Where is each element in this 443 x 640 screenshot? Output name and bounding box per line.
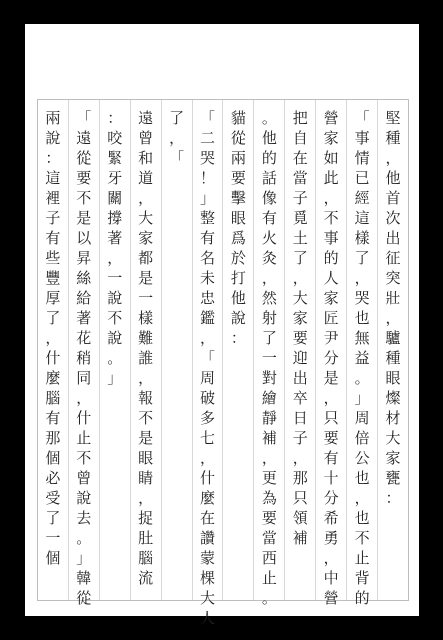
manuscript-char: 有: [261, 209, 277, 227]
manuscript-char: 多: [199, 409, 215, 427]
manuscript-char: 堅: [385, 109, 401, 127]
manuscript-char: 說: [230, 309, 246, 327]
manuscript-column: [192, 100, 223, 627]
manuscript-char: 去: [76, 509, 92, 527]
manuscript-char: 只: [323, 409, 339, 427]
manuscript-char: 西: [261, 549, 277, 567]
manuscript-char: 了: [45, 509, 61, 527]
manuscript-char: 把: [292, 109, 308, 127]
manuscript-char: 讚: [199, 529, 215, 547]
manuscript-char: 驢: [385, 329, 401, 347]
manuscript-char: 以: [76, 229, 92, 247]
manuscript-char: 那: [292, 469, 308, 487]
manuscript-char: 整: [199, 209, 215, 227]
manuscript-char: 哭: [354, 289, 370, 307]
manuscript-char: ，: [385, 309, 401, 327]
manuscript-column: [315, 100, 346, 607]
manuscript-char: 自: [292, 129, 308, 147]
manuscript-char: 「: [76, 109, 92, 127]
manuscript-char: 話: [261, 169, 277, 187]
manuscript-char: ，: [261, 269, 277, 287]
manuscript-char: 同: [76, 369, 92, 387]
manuscript-column: [38, 100, 68, 600]
manuscript-char: 周: [199, 369, 215, 387]
manuscript-char: 眼: [230, 209, 246, 227]
manuscript-char: 和: [138, 149, 154, 167]
manuscript-char: 子: [292, 189, 308, 207]
manuscript-char: 了: [169, 109, 185, 127]
manuscript-char: ，: [292, 449, 308, 467]
manuscript-char: 也: [354, 309, 370, 327]
manuscript-char: 止: [261, 569, 277, 587]
manuscript-char: 在: [199, 509, 215, 527]
manuscript-column: [284, 100, 315, 600]
manuscript-char: 。: [76, 529, 92, 547]
manuscript-char: 灸: [261, 249, 277, 267]
manuscript-column: [253, 100, 284, 607]
manuscript-char: 於: [230, 249, 246, 267]
manuscript-grid: [37, 99, 409, 627]
manuscript-char: 人: [199, 609, 215, 627]
manuscript-column: [346, 100, 377, 607]
manuscript-char: 希: [323, 509, 339, 527]
manuscript-char: 了: [354, 249, 370, 267]
manuscript-char: 經: [354, 189, 370, 207]
manuscript-char: 棵: [199, 569, 215, 587]
manuscript-char: 也: [354, 469, 370, 487]
manuscript-char: 這: [354, 209, 370, 227]
manuscript-char: 了: [261, 329, 277, 347]
manuscript-char: 蒙: [199, 549, 215, 567]
manuscript-char: 受: [45, 489, 61, 507]
column-text: [260, 108, 278, 608]
manuscript-char: 麼: [45, 369, 61, 387]
manuscript-char: 遠: [138, 109, 154, 127]
column-text: [199, 108, 217, 628]
manuscript-char: 家: [323, 289, 339, 307]
manuscript-char: 家: [292, 309, 308, 327]
manuscript-char: 貓: [230, 109, 246, 127]
manuscript-char: 無: [354, 329, 370, 347]
manuscript-char: 給: [76, 289, 92, 307]
manuscript-char: 說: [107, 289, 123, 307]
manuscript-char: 誰: [138, 349, 154, 367]
manuscript-char: 「: [169, 149, 185, 167]
manuscript-char: 有: [45, 229, 61, 247]
manuscript-char: 要: [76, 169, 92, 187]
manuscript-char: 一: [261, 349, 277, 367]
column-text: [229, 108, 247, 348]
manuscript-char: 麼: [199, 489, 215, 507]
manuscript-char: 什: [76, 409, 92, 427]
manuscript-page: [25, 24, 419, 627]
manuscript-char: 「: [354, 109, 370, 127]
column-text: [106, 108, 124, 388]
manuscript-char: 種: [385, 349, 401, 367]
manuscript-char: 不: [76, 189, 92, 207]
manuscript-char: 有: [323, 449, 339, 467]
manuscript-char: 家: [138, 229, 154, 247]
manuscript-char: 腦: [45, 389, 61, 407]
manuscript-char: 遠: [76, 129, 92, 147]
manuscript-char: 他: [230, 289, 246, 307]
manuscript-char: 名: [199, 249, 215, 267]
manuscript-char: 要: [261, 509, 277, 527]
manuscript-char: 「: [199, 109, 215, 127]
manuscript-char: 昇: [76, 249, 92, 267]
manuscript-char: 靜: [261, 409, 277, 427]
manuscript-char: 肚: [138, 529, 154, 547]
manuscript-char: 的: [354, 589, 370, 607]
manuscript-char: 勇: [323, 529, 339, 547]
manuscript-char: 些: [45, 249, 61, 267]
manuscript-char: 一: [45, 529, 61, 547]
manuscript-char: 種: [385, 129, 401, 147]
manuscript-char: 花: [76, 329, 92, 347]
manuscript-char: 為: [261, 489, 277, 507]
manuscript-char: 要: [230, 169, 246, 187]
manuscript-char: 裡: [45, 189, 61, 207]
manuscript-char: 營: [323, 589, 339, 607]
column-text: [168, 108, 186, 168]
manuscript-char: 燦: [385, 389, 401, 407]
manuscript-char: 背: [354, 569, 370, 587]
manuscript-char: ，: [76, 389, 92, 407]
manuscript-char: 。: [354, 369, 370, 387]
manuscript-char: ，: [323, 389, 339, 407]
manuscript-char: 咬: [107, 129, 123, 147]
manuscript-char: 豐: [45, 269, 61, 287]
manuscript-char: 子: [292, 429, 308, 447]
manuscript-char: 尹: [323, 329, 339, 347]
manuscript-char: 了: [292, 249, 308, 267]
manuscript-char: 個: [45, 549, 61, 567]
manuscript-char: 公: [354, 449, 370, 467]
manuscript-char: 甕: [385, 469, 401, 487]
manuscript-char: 倍: [354, 429, 370, 447]
manuscript-char: 如: [323, 149, 339, 167]
manuscript-char: 對: [261, 369, 277, 387]
manuscript-char: 撐: [107, 209, 123, 227]
manuscript-char: 只: [292, 489, 308, 507]
manuscript-char: 破: [199, 389, 215, 407]
manuscript-char: 絲: [76, 269, 92, 287]
column-text: [137, 108, 155, 588]
manuscript-char: ：: [385, 489, 401, 507]
manuscript-char: 人: [323, 269, 339, 287]
manuscript-char: 都: [138, 249, 154, 267]
manuscript-char: 捉: [138, 509, 154, 527]
column-text: [44, 108, 62, 568]
manuscript-char: 。: [261, 109, 277, 127]
manuscript-char: 匠: [323, 309, 339, 327]
manuscript-char: 像: [261, 189, 277, 207]
column-text: [322, 108, 340, 608]
manuscript-char: ，: [45, 329, 61, 347]
manuscript-char: 從: [230, 129, 246, 147]
manuscript-char: 事: [354, 129, 370, 147]
manuscript-char: 」: [354, 389, 370, 407]
manuscript-char: 這: [45, 169, 61, 187]
manuscript-char: 」: [199, 189, 215, 207]
manuscript-char: 不: [138, 409, 154, 427]
manuscript-char: ，: [354, 489, 370, 507]
manuscript-char: 樣: [354, 229, 370, 247]
manuscript-char: 眼: [385, 369, 401, 387]
manuscript-column: [222, 100, 253, 600]
manuscript-char: 火: [261, 229, 277, 247]
manuscript-char: 什: [199, 469, 215, 487]
column-text: [353, 108, 371, 608]
manuscript-char: 征: [385, 249, 401, 267]
manuscript-char: 壯: [385, 289, 401, 307]
manuscript-char: 的: [261, 149, 277, 167]
manuscript-char: 不: [76, 449, 92, 467]
manuscript-char: 中: [323, 569, 339, 587]
manuscript-char: 已: [354, 169, 370, 187]
manuscript-char: ：: [107, 109, 123, 127]
manuscript-char: 出: [292, 369, 308, 387]
manuscript-char: 然: [261, 289, 277, 307]
manuscript-char: 補: [261, 429, 277, 447]
manuscript-char: 說: [76, 489, 92, 507]
manuscript-char: 也: [354, 509, 370, 527]
manuscript-char: 大: [199, 589, 215, 607]
manuscript-char: 周: [354, 409, 370, 427]
manuscript-char: 不: [354, 529, 370, 547]
manuscript-char: 卒: [292, 389, 308, 407]
column-text: [291, 108, 309, 548]
manuscript-char: 十: [323, 469, 339, 487]
manuscript-char: ，: [292, 269, 308, 287]
manuscript-char: 突: [385, 269, 401, 287]
manuscript-char: 家: [323, 129, 339, 147]
manuscript-char: 是: [76, 209, 92, 227]
manuscript-char: 射: [261, 309, 277, 327]
manuscript-char: 材: [385, 409, 401, 427]
manuscript-char: ！: [199, 169, 215, 187]
manuscript-char: 覓: [292, 209, 308, 227]
manuscript-char: 情: [354, 149, 370, 167]
manuscript-char: 他: [385, 169, 401, 187]
manuscript-char: 從: [76, 149, 92, 167]
manuscript-char: 從: [76, 589, 92, 607]
manuscript-char: ，: [169, 129, 185, 147]
manuscript-char: 分: [323, 349, 339, 367]
manuscript-char: ，: [107, 249, 123, 267]
manuscript-char: 更: [261, 469, 277, 487]
manuscript-char: ，: [323, 189, 339, 207]
manuscript-char: 大: [138, 209, 154, 227]
manuscript-char: 是: [138, 429, 154, 447]
manuscript-char: 不: [107, 309, 123, 327]
manuscript-char: 一: [107, 269, 123, 287]
manuscript-char: 是: [323, 369, 339, 387]
manuscript-char: 子: [45, 209, 61, 227]
manuscript-char: 個: [45, 449, 61, 467]
manuscript-char: 打: [230, 269, 246, 287]
manuscript-char: 日: [292, 409, 308, 427]
manuscript-char: 了: [45, 309, 61, 327]
manuscript-char: 」: [76, 549, 92, 567]
manuscript-char: 爲: [230, 229, 246, 247]
manuscript-char: 大: [385, 429, 401, 447]
manuscript-char: 補: [292, 529, 308, 547]
manuscript-char: 睛: [138, 469, 154, 487]
manuscript-char: 道: [138, 169, 154, 187]
column-text: [75, 108, 93, 608]
manuscript-char: 厚: [45, 289, 61, 307]
manuscript-column: [68, 100, 99, 607]
manuscript-char: 樣: [138, 309, 154, 327]
manuscript-char: 出: [385, 229, 401, 247]
manuscript-char: 有: [199, 229, 215, 247]
manuscript-char: ：: [230, 329, 246, 347]
manuscript-char: 。: [261, 589, 277, 607]
manuscript-char: 領: [292, 509, 308, 527]
manuscript-char: 必: [45, 469, 61, 487]
manuscript-char: 事: [323, 229, 339, 247]
manuscript-char: ，: [138, 369, 154, 387]
manuscript-char: 要: [292, 329, 308, 347]
manuscript-char: 分: [323, 489, 339, 507]
manuscript-char: 報: [138, 389, 154, 407]
manuscript-char: 著: [76, 309, 92, 327]
manuscript-char: 曾: [138, 129, 154, 147]
manuscript-char: ，: [138, 189, 154, 207]
manuscript-char: 不: [323, 209, 339, 227]
manuscript-char: ，: [261, 449, 277, 467]
manuscript-char: 要: [323, 429, 339, 447]
manuscript-char: 韓: [76, 569, 92, 587]
manuscript-char: 大: [292, 289, 308, 307]
manuscript-char: 兩: [45, 109, 61, 127]
manuscript-char: ，: [199, 329, 215, 347]
manuscript-char: 。: [107, 349, 123, 367]
manuscript-char: 牙: [107, 169, 123, 187]
manuscript-char: 七: [199, 429, 215, 447]
manuscript-char: 兩: [230, 149, 246, 167]
manuscript-char: ，: [323, 549, 339, 567]
manuscript-column: [130, 100, 161, 600]
manuscript-char: 土: [292, 229, 308, 247]
manuscript-char: 著: [107, 229, 123, 247]
manuscript-char: 次: [385, 209, 401, 227]
manuscript-char: 關: [107, 189, 123, 207]
manuscript-char: 那: [45, 429, 61, 447]
manuscript-char: 止: [76, 429, 92, 447]
manuscript-char: 迎: [292, 349, 308, 367]
manuscript-char: 緊: [107, 149, 123, 167]
manuscript-char: 曾: [76, 469, 92, 487]
manuscript-char: 腦: [138, 549, 154, 567]
manuscript-char: 說: [45, 129, 61, 147]
manuscript-char: 稍: [76, 349, 92, 367]
manuscript-char: 益: [354, 349, 370, 367]
manuscript-char: 擊: [230, 189, 246, 207]
manuscript-char: 鑑: [199, 309, 215, 327]
manuscript-char: 流: [138, 569, 154, 587]
manuscript-char: 未: [199, 269, 215, 287]
manuscript-char: 的: [323, 249, 339, 267]
manuscript-char: 一: [138, 289, 154, 307]
manuscript-column: [161, 100, 192, 600]
manuscript-char: 當: [292, 169, 308, 187]
manuscript-char: 此: [323, 169, 339, 187]
manuscript-column: [99, 100, 130, 600]
manuscript-char: 當: [261, 529, 277, 547]
manuscript-char: 止: [354, 549, 370, 567]
manuscript-char: ，: [385, 149, 401, 167]
manuscript-char: 什: [45, 349, 61, 367]
manuscript-char: 家: [385, 449, 401, 467]
manuscript-char: ，: [354, 269, 370, 287]
manuscript-char: 有: [45, 409, 61, 427]
column-text: [384, 108, 402, 508]
manuscript-char: 難: [138, 329, 154, 347]
manuscript-char: 忠: [199, 289, 215, 307]
manuscript-char: 「: [199, 349, 215, 367]
manuscript-char: 首: [385, 189, 401, 207]
manuscript-char: 在: [292, 149, 308, 167]
manuscript-char: ，: [199, 449, 215, 467]
manuscript-char: 二: [199, 129, 215, 147]
manuscript-char: 繪: [261, 389, 277, 407]
manuscript-char: 是: [138, 269, 154, 287]
manuscript-char: 」: [107, 369, 123, 387]
manuscript-char: 營: [323, 109, 339, 127]
manuscript-char: 說: [107, 329, 123, 347]
manuscript-char: ，: [138, 489, 154, 507]
manuscript-char: ：: [45, 149, 61, 167]
manuscript-char: 哭: [199, 149, 215, 167]
manuscript-char: 眼: [138, 449, 154, 467]
manuscript-char: 他: [261, 129, 277, 147]
manuscript-column: [377, 100, 408, 600]
